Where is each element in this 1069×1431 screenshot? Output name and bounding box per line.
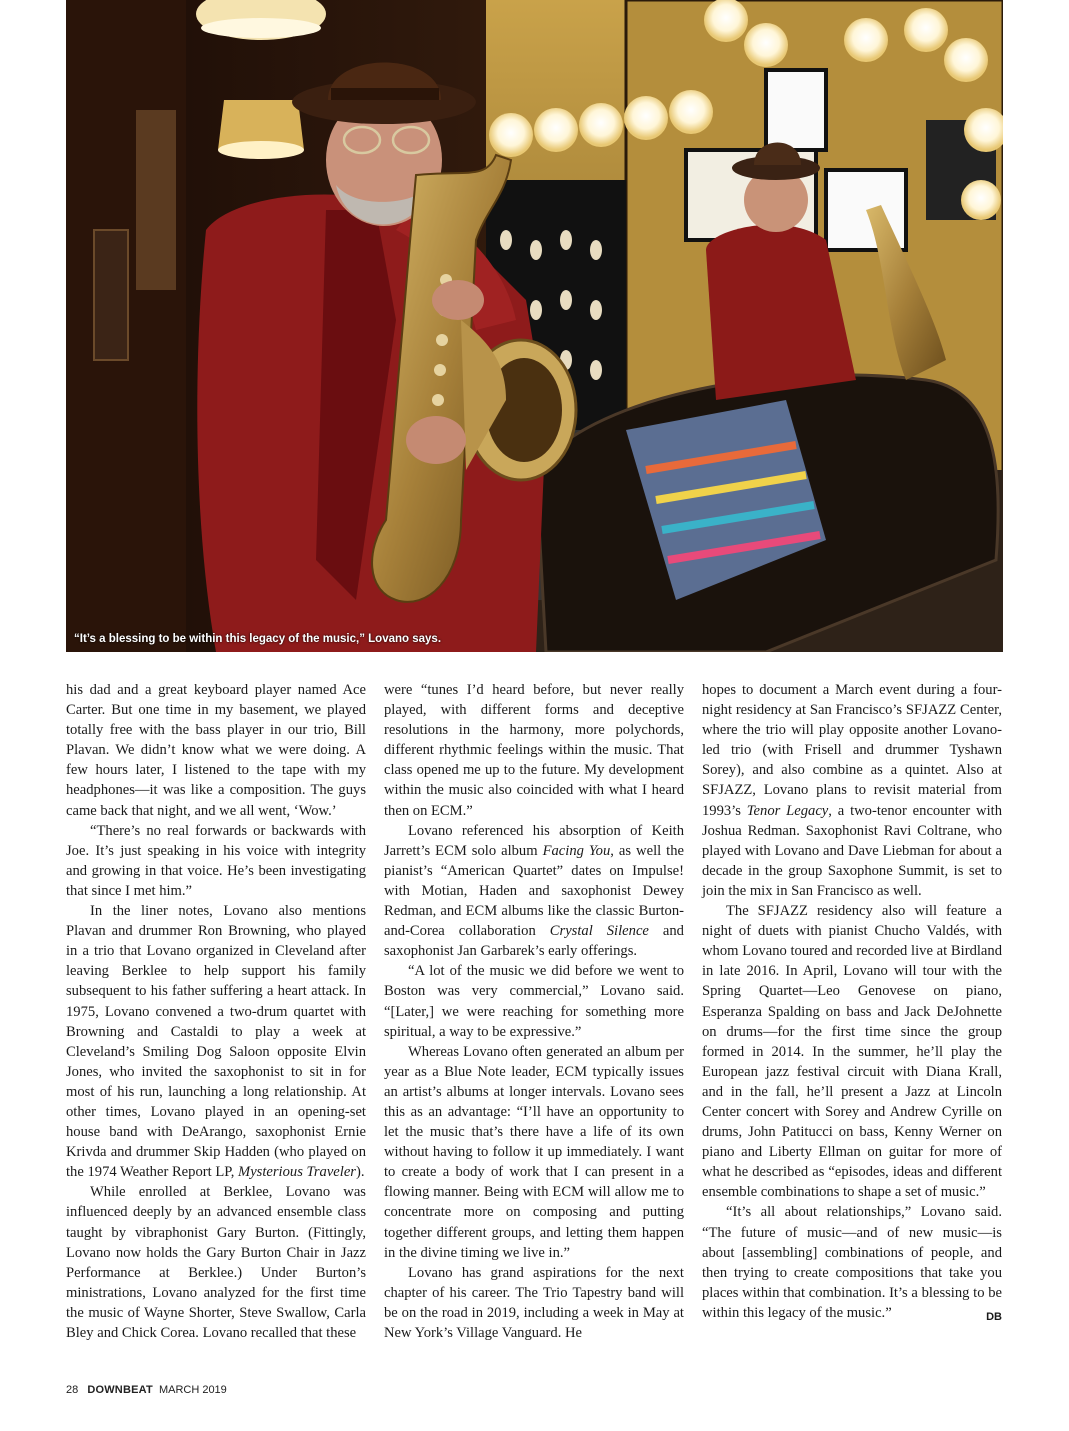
paragraph-text: Whereas Lovano often generated an album per year as a Blue Note leader, ECM typically issues an artist’s albums at longer intervals. Lovano sees this as an advantage: “I’ll have an opportunity to let the music that’s there have a life of its own without having to follow it up immediately. I want to create a body of work that I can present in a flowing manner. Being with ECM will allow me to concentrate more on composing and putting together different groups, and letting them happen in the divine timing we live in.” xyxy=(384,1043,684,1261)
article-column-2 xyxy=(384,680,684,1343)
article-paragraph xyxy=(702,1202,1002,1323)
article-paragraph xyxy=(384,1042,684,1263)
article-paragraph xyxy=(66,821,366,901)
article-paragraph xyxy=(66,680,366,821)
signoff-mark: DB xyxy=(986,1310,1002,1323)
page-footer xyxy=(66,1384,227,1396)
paragraph-text: In the liner notes, Lovano also mentions Plavan and drummer Ron Browning, who played in a trio that Lovano organized in Cleveland after leaving Berklee to help support his family subsequent to his father suffering a heart attack. In 1975, Lovano convened a two-drum quartet with Browning and Castaldi to play a week at Cleveland’s Smiling Dog Saloon opposite Elvin Jones, who invited the saxophonist to sit in for most of his run, launching a long relationship. At other times, Lovano played in an opening-set house band with DeArango, saxophonist Ernie Krivda and drummer Skip Hadden (who played on the 1974 Weather Report LP, xyxy=(66,903,366,1181)
magazine-name: DOWNBEAT xyxy=(87,1384,153,1396)
paragraph-text: , a two-tenor encounter with Joshua Redman. Saxophonist Ravi Coltrane, who played with Lovano and Dave Liebman for about a decade in the group Saxophone Summit, is set to join the mix in San Francisco as well. xyxy=(702,802,1002,899)
paragraph-text: “A lot of the music we did before we went to Boston was very commercial,” Lovano said. “[Later,] we were reaching for something more spiritual, a way to be expressive.” xyxy=(384,963,684,1040)
paragraph-text: his dad and a great keyboard player named Ace Carter. But one time in my basement, we played totally free with the bass player in our trio, Bill Plavan. We didn’t know what we were doing. A few hours later, I listened to the tape with my headphones—it was like a composition. The guys came back that night, and we all went, ‘Wow.’ xyxy=(66,682,366,819)
italic-title: Mysterious Traveler xyxy=(238,1164,356,1181)
photo-caption: “It’s a blessing to be within this legacy of the music,” Lovano says. xyxy=(74,633,442,645)
italic-title: Facing You xyxy=(542,842,611,859)
article-paragraph xyxy=(702,680,1002,901)
paragraph-text: were “tunes I’d heard before, but never really played, with different forms and deceptive resolutions in the harmony, more polychords, different rhythmic feelings within the music. That class opened me up to the future. My development within the music also coincided with what I heard then on ECM.” xyxy=(384,682,684,819)
paragraph-text: hopes to document a March event during a four-night residency at San Francisco’s SFJAZZ Center, where the trio will play opposite another Lovano-led trio (with Frisell and drummer Tyshawn Sorey), and also combine as a quintet. Also at SFJAZZ, Lovano plans to revisit material from 1993’s xyxy=(702,682,1002,819)
article-paragraph xyxy=(384,680,684,821)
article-paragraph xyxy=(384,1263,684,1343)
article-paragraph xyxy=(66,901,366,1182)
article-photo xyxy=(66,0,1003,652)
issue-date: MARCH 2019 xyxy=(158,1384,227,1396)
page-number: 28 xyxy=(66,1384,79,1396)
photo-illustration xyxy=(66,0,1003,652)
italic-title: Crystal Silence xyxy=(549,923,649,940)
article-paragraph xyxy=(702,901,1002,1202)
paragraph-text: The SFJAZZ residency also will feature a night of duets with pianist Chucho Valdés, with whom Lovano toured and recorded live at Birdland in late 2016. In April, Lovano will tour with the Spring Quartet—Leo Genovese on piano, Esperanza Spalding on bass and Jack DeJohnette on drums—for the first time since the group formed in 2014. In the summer, he’ll play the European jazz festival circuit with Diana Krall, and in the fall, he’ll present a Jazz at Lincoln Center concert with Sorey and Andrew Cyrille on drums, John Patitucci on bass, Kenny Werner on piano and Liberty Ellman on guitar for more of what he described as “episodes, ideas and different ensemble combinations to shape a set of music.” xyxy=(702,903,1002,1201)
paragraph-text: and saxophonist Jan Garbarek’s early offerings. xyxy=(384,923,684,960)
article-body xyxy=(66,680,1003,1370)
paragraph-text: ). xyxy=(356,1164,365,1181)
article-column-3 xyxy=(702,680,1002,1327)
paragraph-text: “There’s no real forwards or backwards with Joe. It’s just speaking in his voice with integrity and growing in that voice. He’s been investigating that since I met him.” xyxy=(66,822,366,899)
article-paragraph xyxy=(384,961,684,1041)
article-column-1 xyxy=(66,680,366,1343)
paragraph-text: Lovano referenced his absorption of Keith Jarrett’s ECM solo album xyxy=(384,822,684,859)
paragraph-text: , as well the pianist’s “American Quartet” dates on Impulse! with Motian, Haden and saxophonist Dewey Redman, and ECM albums like the classic Burton-and-Corea collaboration xyxy=(384,842,684,940)
paragraph-text: “It’s all about relationships,” Lovano said. “The future of music—and of new music—is about [assembling] combinations of people, and then trying to create compositions that take you places within that combination. It’s a blessing to be within this legacy of the music.” xyxy=(702,1204,1002,1321)
italic-title: Tenor Legacy xyxy=(746,802,829,819)
article-paragraph xyxy=(66,1182,366,1343)
paragraph-text: Lovano has grand aspirations for the next chapter of his career. The Trio Tapestry band will be on the road in 2019, including a week in May at New York’s Village Vanguard. He xyxy=(384,1264,684,1341)
article-paragraph xyxy=(384,821,684,962)
paragraph-text: While enrolled at Berklee, Lovano was influenced deeply by an advanced ensemble class taught by vibraphonist Gary Burton. (Fittingly, Lovano now holds the Gary Burton Chair in Jazz Performance at Berklee.) Under Burton’s ministrations, Lovano analyzed for the first time the music of Wayne Shorter, Steve Swallow, Carla Bley and Chick Corea. Lovano recalled that these xyxy=(66,1184,366,1341)
